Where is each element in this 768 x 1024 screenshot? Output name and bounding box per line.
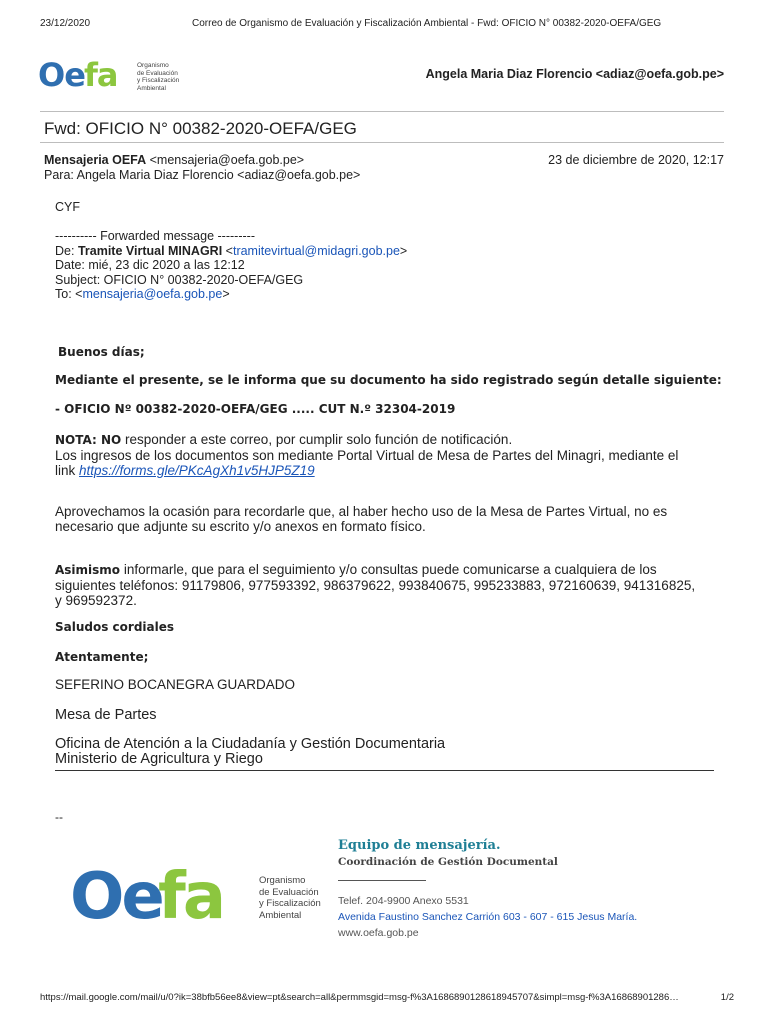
sender-name: Mensajeria OEFA <box>44 153 147 167</box>
forwarded-from: De: Tramite Virtual MINAGRI <tramitevirtual@midagri.gob.pe> <box>55 243 408 258</box>
atentamente: Atentamente; <box>55 650 149 664</box>
signature-phone: Telef. 204-9900 Anexo 5531 <box>338 895 469 907</box>
asimismo-paragraph: Asimismo informarle, que para el seguimiento y/o consultas puede comunicarse a cualquiera de los siguientes teléfonos: 91179806, 977593392, 986379622, 993840675, 995233883, 972160639, 941316825, y 969592372. <box>55 562 696 608</box>
nota-label: NOTA: <box>55 433 97 447</box>
forms-link[interactable]: https://forms.gle/PKcAgXh1v5HJP5Z19 <box>79 463 315 478</box>
signature-org-name: Organismo de Evaluación y Fiscalización Ambiental <box>259 875 321 921</box>
sig-logo-fa: fa <box>158 860 224 934</box>
signature-separator: -- <box>55 810 63 824</box>
print-url: https://mail.google.com/mail/u/0?ik=38bfb56ee8&view=pt&search=all&permmsgid=msg-f%3A1686890128618945707&simpl=msg-f%3A16868901286… <box>40 992 679 1003</box>
logo-text-oe: Oe <box>38 56 85 94</box>
sender-email: <mensajeria@oefa.gob.pe> <box>149 153 305 167</box>
intro-text: Mediante el presente, se le informa que su documento ha sido registrado según detalle siguiente: <box>55 373 722 387</box>
forwarded-to: To: <mensajeria@oefa.gob.pe> <box>55 287 230 301</box>
forwarded-subject: Subject: OFICIO N° 00382-2020-OEFA/GEG <box>55 272 304 287</box>
subject-divider <box>40 142 724 143</box>
signature-rule <box>55 770 714 771</box>
header-divider <box>40 111 724 112</box>
email-recipient: Para: Angela Maria Diaz Florencio <adiaz@oefa.gob.pe> <box>44 168 361 182</box>
email-datetime: 23 de diciembre de 2020, 12:17 <box>548 153 724 167</box>
sender <box>44 153 304 167</box>
print-page-number: 1/2 <box>720 992 734 1003</box>
signature-name: SEFERINO BOCANEGRA GUARDADO <box>55 677 296 692</box>
signature-office: Oficina de Atención a la Ciudadanía y Gestión Documentaria Ministerio de Agricultura y Riego <box>55 736 446 767</box>
email-subject: Fwd: OFICIO N° 00382-2020-OEFA/GEG <box>44 119 357 138</box>
greeting: Buenos días; <box>58 345 145 359</box>
print-title: Correo de Organismo de Evaluación y Fiscalización Ambiental - Fwd: OFICIO N° 00382-2020-OEFA/GEG <box>192 18 662 29</box>
signature-divider <box>338 880 426 881</box>
to-email-link[interactable]: mensajeria@oefa.gob.pe <box>82 287 223 301</box>
account-name: Angela Maria Diaz Florencio <adiaz@oefa.gob.pe> <box>425 67 724 81</box>
signature-coordination: Coordinación de Gestión Documental <box>338 856 558 868</box>
document-detail: - OFICIO Nº 00382-2020-OEFA/GEG ..... CUT N.º 32304-2019 <box>55 402 456 416</box>
forwarded-headers <box>55 229 407 302</box>
signature-address[interactable]: Avenida Faustino Sanchez Carrión 603 - 607 - 615 Jesus María. <box>338 911 638 923</box>
from-email-link[interactable]: tramitevirtual@midagri.gob.pe <box>232 243 400 258</box>
forwarded-date: Date: mié, 23 dic 2020 a las 12:12 <box>55 258 245 272</box>
saludos: Saludos cordiales <box>55 620 175 634</box>
nota-paragraph: NOTA: NO responder a este correo, por cumplir solo función de notificación. Los ingresos de los documentos son mediante Portal Virtual de Mesa de Partes del Minagri, mediante el link https://forms.gle/PKcAgXh1v5HJP5Z19 <box>55 432 679 478</box>
signature-department: Mesa de Partes <box>55 707 157 723</box>
signature-team: Equipo de mensajería. <box>338 838 501 853</box>
sig-logo-oe: Oe <box>70 860 162 934</box>
cyf-text: CYF <box>55 200 80 214</box>
forwarded-line: ---------- Forwarded message --------- <box>55 229 255 243</box>
logo-org-name: Organismo de Evaluación y Fiscalización Ambiental <box>137 62 180 92</box>
logo-text-fa: fa <box>84 56 118 94</box>
print-date: 23/12/2020 <box>40 18 91 29</box>
aprovechamos-paragraph: Aprovechamos la ocasión para recordarle que, al haber hecho uso de la Mesa de Partes Virtual, no es necesario que adjunte su escrito y/o anexos en formato físico. <box>55 504 668 534</box>
signature-website[interactable]: www.oefa.gob.pe <box>338 927 419 939</box>
